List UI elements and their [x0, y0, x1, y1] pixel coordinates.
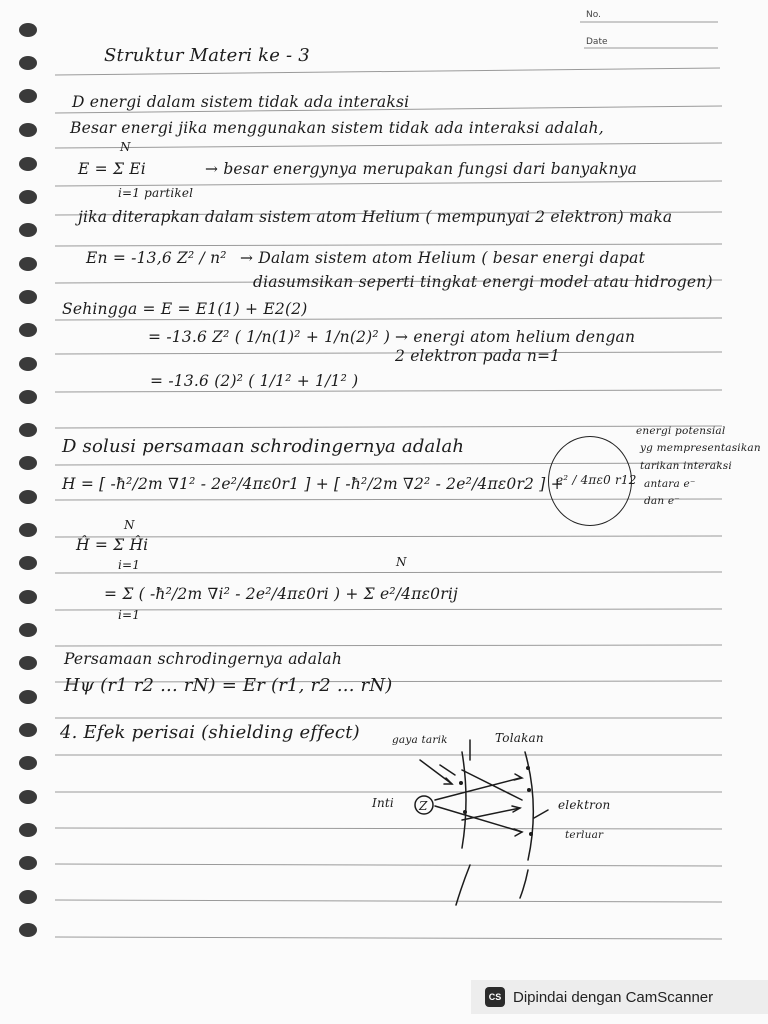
energy-sum-description: → besar energynya merupakan fungsi dari banyaknya — [205, 160, 638, 178]
arrow-line-3 — [462, 770, 522, 800]
en-description-1: → Dalam sistem atom Helium ( besar energi dapat — [240, 249, 646, 267]
step1-formula: = -13.6 Z² ( 1/n(1)² + 1/n(2)² ) — [148, 328, 391, 346]
hamiltonian: H = [ -ħ²/2m ∇1² - 2e²/4πε0r1 ] + [ -ħ²/2m ∇2² - 2e²/4πε0r2 ] + — [62, 475, 564, 493]
h-expanded-line: = Σ ( -ħ²/2m ∇i² - 2e²/4πε0ri ) + Σ e²/4πε0rij — [104, 585, 458, 603]
elektron-pointer — [534, 810, 548, 818]
en-description-2: diasumsikan seperti tingkat energi model atau hidrogen) — [253, 273, 713, 291]
camscanner-text: Dipindai dengan CamScanner — [513, 988, 714, 1006]
arrow-head-1 — [514, 774, 522, 780]
label-gaya-tarik: gaya tarik — [392, 734, 448, 746]
step2-formula: = -13.6 (2)² ( 1/1² + 1/1² ) — [150, 372, 359, 390]
arrow-line-4 — [462, 808, 520, 820]
schrodinger-equation: Hψ (r1 r2 ... rN) = Er (r1, r2 ... rN) — [64, 675, 393, 696]
arrow-gaya-tarik — [420, 760, 452, 784]
arrow-head-2 — [514, 829, 522, 836]
sum1-bottom: i=1 — [118, 558, 141, 572]
step1-description-2: 2 elektron pada n=1 — [395, 347, 561, 365]
note-antara: antara e⁻ — [644, 478, 696, 490]
sehingga-line: Sehingga = E = E1(1) + E2(2) — [62, 300, 308, 318]
label-elektron: elektron — [558, 798, 611, 812]
en-formula: En = -13,6 Z² / n² — [86, 249, 227, 267]
label-terluar: terluar — [565, 829, 604, 841]
section1-heading: D energi dalam sistem tidak ada interaksi — [72, 93, 410, 111]
h-sum-line: Ĥ = Σ Ĥi — [76, 536, 149, 554]
inner-shell-arc-1 — [462, 752, 466, 848]
section2-heading: D solusi persamaan schrodingernya adalah — [62, 436, 465, 457]
sum1-top: N — [124, 518, 135, 532]
camscanner-logo-icon: CS — [485, 987, 505, 1007]
date-label: Date — [586, 37, 608, 47]
sum2-bottom: i=1 — [118, 608, 141, 622]
energy-sum-expression: E = Σ Ei — [78, 160, 146, 178]
note-energi-potensial: energi potensial — [636, 425, 726, 437]
inner-shell-arc-2 — [456, 865, 470, 905]
label-inti: Inti — [372, 796, 394, 810]
note-tarikan-interaksi: tarikan interaksi — [640, 460, 732, 472]
section4-heading: 4. Efek perisai (shielding effect) — [60, 722, 360, 743]
label-tolakan: Tolakan — [495, 731, 544, 745]
sum-top: N — [120, 140, 131, 154]
note-dan: dan e⁻ — [644, 495, 681, 507]
camscanner-badge — [471, 980, 768, 1014]
sum2-top: N — [396, 555, 407, 569]
step1-description-1: → energi atom helium dengan — [395, 328, 636, 346]
note-mempresentasikan: yg mempresentasikan — [640, 442, 761, 454]
no-label: No. — [586, 10, 601, 20]
section1-line2: Besar energi jika menggunakan sistem tidak ada interaksi adalah, — [70, 119, 604, 137]
sum-bottom: i=1 partikel — [118, 186, 194, 200]
outer-shell-arc-2 — [520, 870, 528, 898]
section1-line5: jika diterapkan dalam sistem atom Helium ( mempunyai 2 elektron) maka — [78, 208, 673, 226]
section3-heading: Persamaan schrodingernya adalah — [64, 650, 343, 668]
circled-term: e² / 4πε0 r12 — [556, 473, 637, 487]
page-title: Struktur Materi ke - 3 — [104, 45, 310, 66]
arrow-gaya-tarik-2 — [440, 765, 455, 775]
nucleus-label: Z — [419, 799, 428, 813]
